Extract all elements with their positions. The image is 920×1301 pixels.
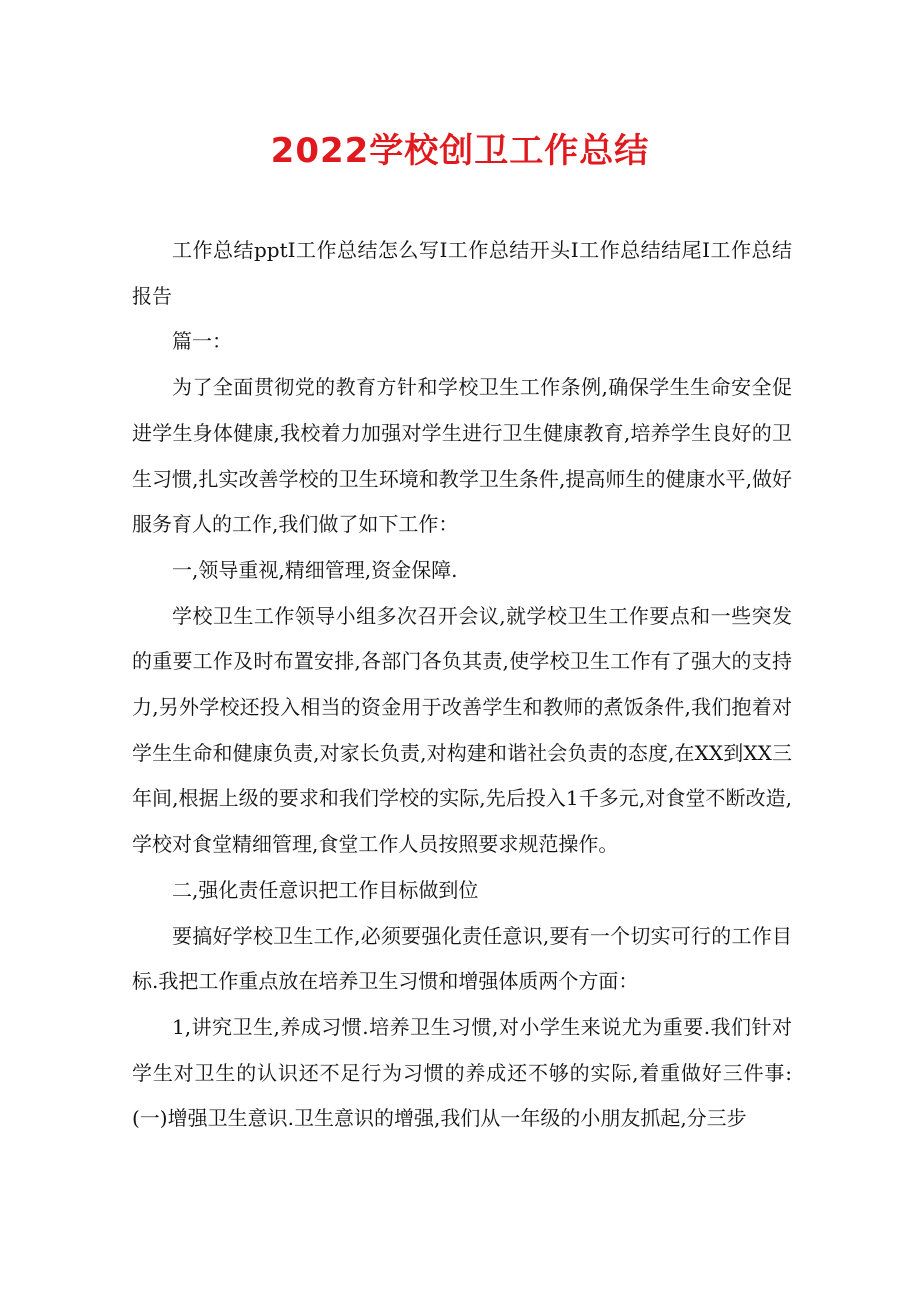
paragraph-leadership: 学校卫生工作领导小组多次召开会议,就学校卫生工作要点和一些突发的重要工作及时布置安排,各部门各负其责,使学校卫生工作有了强大的支持力,另外学校还投入相当的资金用于改善学生和教师的煮饭条件,我们抱着对学生生命和健康负责,对家长负责,对构建和谐社会负责的态度,在XX到XX三年间,根据上级的要求和我们学校的实际,先后投入1千多元,对食堂不断改造,学校对食堂精细管理,食堂工作人员按照要求规范操作。 (132, 603, 792, 857)
paragraph-related-links: 工作总结pptI工作总结怎么写I工作总结开头I工作总结结尾I工作总结报告 (132, 238, 792, 308)
paragraph-part-one-label: 篇一： (172, 329, 232, 354)
paragraph-hygiene-habits: 1,讲究卫生,养成习惯.培养卫生习惯,对小学生来说尤为重要.我们针对学生对卫生的认识还不足行为习惯的养成还不够的实际,着重做好三件事:(一)增强卫生意识.卫生意识的增强,我们从一年级的小朋友抓起,分三步 (132, 1014, 792, 1131)
section-heading-1: 一,领导重视,精细管理,资金保障. (172, 557, 458, 582)
document-title: 2022学校创卫工作总结 (270, 131, 650, 171)
paragraph-responsibility: 要搞好学校卫生工作,必须要强化责任意识,要有一个切实可行的工作目标.我把工作重点放在培养卫生习惯和增强体质两个方面： (132, 923, 792, 994)
paragraph-intro: 为了全面贯彻党的教育方针和学校卫生工作条例,确保学生生命安全促进学生身体健康,我校着力加强对学生进行卫生健康教育,培养学生良好的卫生习惯,扎实改善学校的卫生环境和教学卫生条件,提高师生的健康水平,做好服务育人的工作,我们做了如下工作： (132, 375, 792, 537)
section-heading-2: 二,强化责任意识把工作目标做到位 (172, 877, 479, 902)
document-body (132, 228, 792, 1142)
